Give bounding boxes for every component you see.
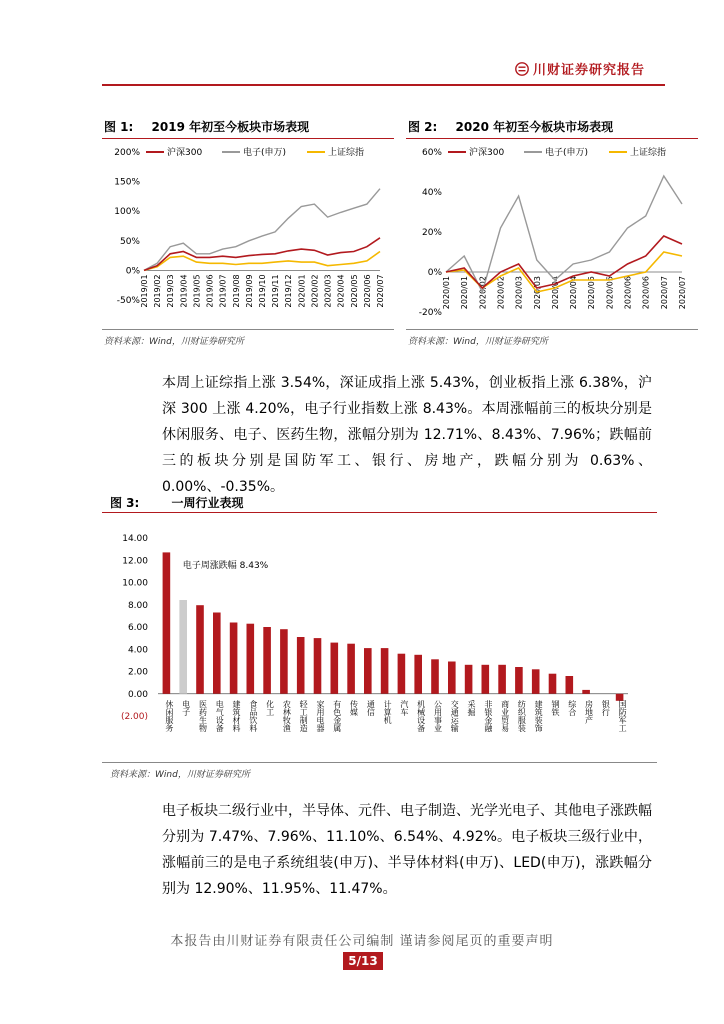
category-label: 房地产 [584, 699, 594, 724]
x-tick-label: 2020/05 [605, 276, 615, 310]
y-tick-label: 0% [125, 266, 140, 277]
bar-钢铁 [549, 674, 557, 694]
paragraph-1-text: 本周上证综指上涨 3.54%，深证成指上涨 5.43%，创业板指上涨 6.38%，沪深 300 上涨 4.20%，电子行业指数上涨 8.43%。本周涨幅前三的板块分别是休闲服务、电子、医药生物，涨幅分别为 12.71%、8.43%、7.96%；跌幅前三的板块分别是国防军工、银行、房地产，跌幅分别为 0.63%、0.00%、-0.35%。 [162, 375, 652, 495]
y-tick-label: 200% [114, 148, 140, 158]
bar-轻工制造 [297, 637, 305, 694]
y-tick-label: 2.00 [127, 667, 148, 678]
y-tick-label: 0% [427, 268, 442, 278]
bar-休闲服务 [163, 552, 171, 693]
bar-电子 [179, 600, 187, 694]
fig2-source: 资料来源：Wind，川财证券研究所 [408, 337, 548, 347]
y-tick-label: 50% [119, 236, 140, 247]
x-tick-label: 2019/12 [284, 274, 294, 308]
body-paragraph-2 [162, 798, 652, 902]
x-tick-label: 2020/01 [297, 274, 307, 308]
bar-家用电器 [314, 638, 322, 694]
y-tick-label: (2.00) [120, 712, 148, 722]
y-tick-label: 150% [114, 177, 140, 188]
fig2-label: 图 2: [408, 120, 438, 134]
fig1-chart [102, 140, 394, 328]
x-tick-label: 2019/04 [179, 274, 189, 308]
fig3-source: 资料来源：Wind，川财证券研究所 [110, 770, 250, 780]
x-tick-label: 2020/04 [569, 276, 579, 310]
series-line-1 [144, 189, 380, 271]
bar-机械设备 [414, 655, 422, 694]
x-tick-label: 2020/06 [623, 276, 633, 310]
x-tick-label: 2020/04 [550, 276, 560, 310]
fig3-chart [102, 516, 657, 760]
x-tick-label: 2020/02 [496, 276, 506, 310]
y-tick-label: 20% [421, 228, 442, 238]
legend-label: 沪深300 [469, 148, 505, 158]
bar-综合 [566, 676, 574, 694]
bar-annotation: 电子周涨跌幅 8.43% [182, 561, 269, 571]
x-tick-label: 2020/02 [310, 274, 320, 308]
x-tick-label: 2020/02 [478, 276, 488, 310]
x-tick-label: 2020/01 [442, 276, 451, 310]
x-tick-label: 2019/08 [231, 274, 241, 308]
x-tick-label: 2020/03 [323, 274, 333, 308]
category-label: 钢铁 [550, 699, 560, 716]
x-tick-label: 2019/05 [192, 274, 202, 308]
category-label: 银行 [601, 699, 611, 716]
category-label: 纺织服装 [517, 699, 527, 732]
y-tick-label: 100% [114, 207, 140, 218]
category-label: 医药生物 [198, 699, 208, 732]
bar-非银金融 [482, 665, 490, 694]
y-tick-label: 14.00 [122, 534, 148, 544]
category-label: 建筑材料 [232, 699, 242, 732]
x-tick-label: 2020/06 [362, 274, 372, 308]
category-label: 轻工制造 [299, 699, 309, 732]
bar-交通运输 [448, 662, 456, 694]
x-tick-label: 2019/09 [244, 274, 254, 308]
bar-传媒 [347, 644, 355, 694]
fig2-heading [408, 118, 613, 135]
x-tick-label: 2019/01 [140, 274, 149, 308]
fig2-title: 2020 年初至今板块市场表现 [455, 120, 614, 134]
legend-label: 上证综指 [328, 148, 365, 158]
bar-纺织服装 [515, 667, 523, 694]
fig2-rule [406, 138, 698, 139]
category-label: 综合 [567, 699, 577, 716]
x-tick-label: 2020/01 [460, 276, 470, 310]
category-label: 建筑装饰 [534, 699, 544, 732]
bar-食品饮料 [247, 624, 255, 694]
x-tick-label: 2020/05 [349, 274, 359, 308]
category-label: 化工 [265, 699, 275, 716]
x-tick-label: 2019/06 [205, 274, 215, 308]
legend-label: 上证综指 [630, 148, 667, 158]
fig3-label: 图 3: [110, 496, 140, 510]
bar-采掘 [465, 665, 473, 694]
y-tick-label: 8.00 [127, 600, 148, 611]
series-line-1 [446, 176, 682, 292]
category-label: 采掘 [467, 699, 477, 716]
category-label: 计算机 [383, 699, 393, 724]
y-tick-label: -20% [418, 308, 442, 318]
bar-商业贸易 [498, 665, 506, 694]
legend-label: 电子(申万) [545, 148, 589, 158]
legend-label: 沪深300 [167, 148, 203, 158]
fig2-chart [406, 140, 698, 328]
y-tick-label: 0.00 [127, 689, 148, 700]
category-label: 传媒 [349, 699, 359, 716]
header-brand [515, 59, 645, 78]
bar-化工 [263, 627, 271, 694]
y-tick-label: 10.00 [122, 578, 148, 589]
bar-房地产 [582, 690, 590, 694]
bar-电气设备 [213, 613, 221, 694]
category-label: 通信 [366, 699, 376, 716]
category-label: 食品饮料 [248, 699, 258, 732]
fig1-rule [102, 138, 394, 139]
y-tick-label: 60% [421, 148, 442, 158]
y-tick-label: 4.00 [127, 645, 148, 656]
category-label: 有色金属 [332, 699, 342, 732]
category-label: 商业贸易 [500, 699, 510, 732]
x-tick-label: 2020/03 [514, 276, 524, 310]
bar-有色金属 [331, 643, 339, 694]
page-number: 5/13 [343, 952, 383, 970]
x-tick-label: 2020/03 [532, 276, 542, 310]
category-label: 国防军工 [618, 699, 628, 732]
x-tick-label: 2019/07 [218, 274, 228, 308]
brand-logo-icon [515, 62, 529, 76]
brand-name: 川财证券研究报告 [533, 63, 646, 78]
bar-建筑材料 [230, 623, 238, 694]
y-tick-label: 12.00 [122, 556, 148, 567]
bar-计算机 [381, 648, 389, 694]
bar-通信 [364, 648, 372, 694]
header-rule [102, 84, 665, 86]
x-tick-label: 2020/07 [678, 276, 687, 310]
fig1-heading [104, 118, 309, 135]
bar-农林牧渔 [280, 629, 288, 694]
footer-disclaimer: 本报告由川财证券有限责任公司编制 谨请参阅尾页的重要声明 [170, 934, 554, 949]
bar-公用事业 [431, 659, 439, 694]
x-tick-label: 2020/05 [587, 276, 597, 310]
category-label: 非银金融 [483, 699, 493, 732]
paragraph-2-text: 电子板块二级行业中，半导体、元件、电子制造、光学光电子、其他电子涨跌幅分别为 7.47%、7.96%、11.10%、6.54%、4.92%。电子板块三级行业中，涨幅前三的是电子系统组装(申万)、半导体材料(申万)、LED(申万)，涨跌幅分别为 12.90%、11.95%、11.47%。 [162, 803, 652, 897]
y-tick-label: 40% [421, 188, 442, 198]
x-tick-label: 2020/07 [659, 276, 669, 310]
series-line-0 [144, 238, 380, 271]
bar-建筑装饰 [532, 669, 540, 694]
fig3-title: 一周行业表现 [171, 496, 244, 510]
category-label: 电气设备 [215, 699, 225, 732]
category-label: 交通运输 [450, 699, 460, 732]
x-tick-label: 2020/07 [376, 274, 385, 308]
bar-汽车 [398, 654, 406, 694]
fig3-rule [102, 512, 657, 513]
x-tick-label: 2020/06 [641, 276, 651, 310]
fig3-heading [110, 494, 244, 511]
category-label: 电子 [181, 699, 191, 716]
category-label: 汽车 [399, 699, 409, 716]
category-label: 农林牧渔 [282, 699, 292, 732]
y-tick-label: 6.00 [127, 623, 148, 633]
fig1-label: 图 1: [104, 120, 134, 134]
category-label: 公用事业 [433, 699, 443, 732]
fig1-bottom-rule [102, 329, 394, 330]
x-tick-label: 2020/04 [336, 274, 346, 308]
category-label: 休闲服务 [164, 699, 174, 732]
x-tick-label: 2019/02 [153, 274, 163, 308]
fig2-bottom-rule [406, 329, 698, 330]
x-tick-label: 2019/10 [258, 274, 267, 308]
fig1-source: 资料来源：Wind，川财证券研究所 [104, 337, 244, 347]
category-label: 家用电器 [315, 699, 325, 732]
legend-label: 电子(申万) [243, 148, 287, 158]
body-paragraph-1 [162, 370, 652, 500]
category-label: 机械设备 [416, 699, 426, 732]
x-tick-label: 2019/11 [271, 274, 281, 308]
fig1-title: 2019 年初至今板块市场表现 [151, 120, 310, 134]
y-tick-label: -50% [116, 296, 140, 306]
x-tick-label: 2019/03 [166, 274, 176, 308]
bar-医药生物 [196, 605, 204, 694]
fig3-bottom-rule [102, 762, 657, 763]
